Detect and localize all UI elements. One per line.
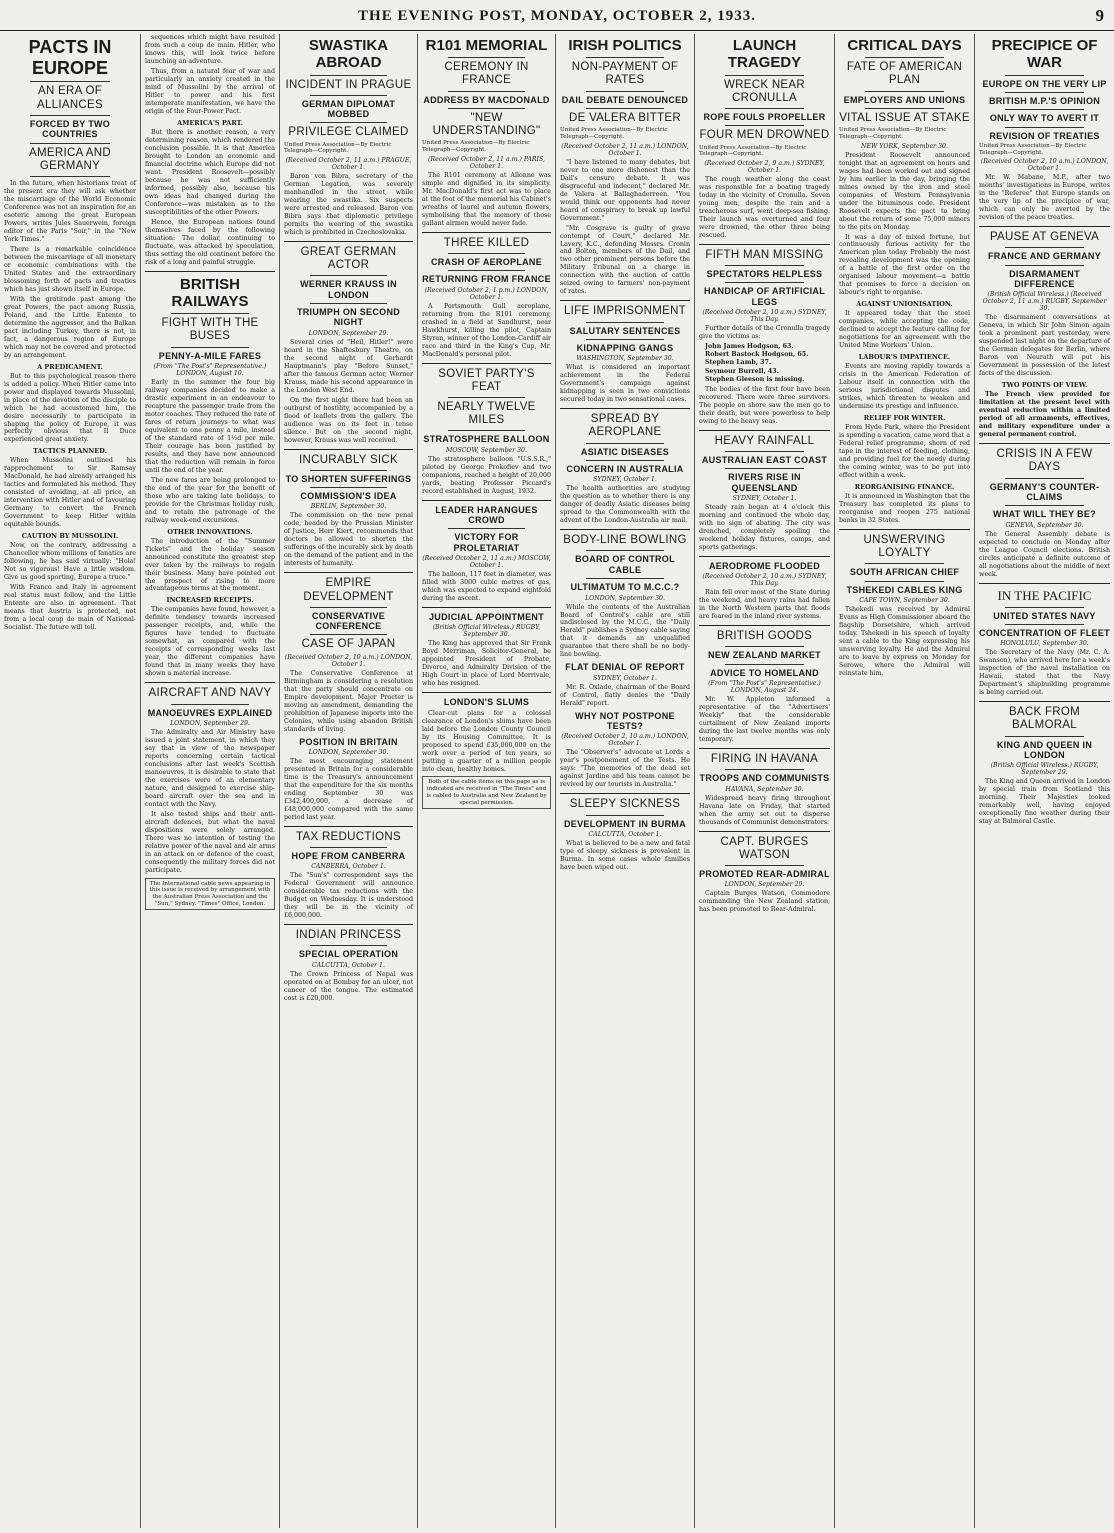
headline: CRITICAL DAYS [847, 37, 962, 54]
credit-line: United Press Association—By Electric Telegraph—Copyright. [699, 144, 807, 158]
dateline: (Received October 2, 11 a.m.) LONDON, October 1. [561, 142, 689, 157]
subheadline: ADDRESS BY MACDONALD [423, 94, 550, 105]
article-paragraph: The commission on the new penal code, headed by the Prussian Minister of Justice, Herr Kiert, recommends that doctors be allowed to shorten the sufferings of the incurably sick by death on the demand of the patient and in the interests of humanity. [284, 512, 413, 568]
dateline: (Received October 2, 9 a.m.) SYDNEY, October 1. [704, 159, 825, 174]
headline: SPREAD BY AEROPLANE [588, 413, 662, 439]
headline: LAUNCH TRAGEDY [727, 37, 802, 72]
credit-line: United Press Association—By Electric Telegraph—Copyright. [839, 127, 947, 140]
column-swastika-abroad [280, 34, 418, 1528]
subheadline: FLAT DENIAL OF REPORT [565, 662, 685, 673]
dateline: SYDNEY, October 1. [732, 495, 797, 503]
article-paragraph: It is announced in Washington that the Treasury has completed its plans to reorganise and reopen 275 national banks in 32 States. [839, 493, 970, 525]
subheadline: CONSERVATIVE CONFERENCE [311, 610, 386, 632]
subheadline: FOUR MEN DROWNED [699, 129, 830, 142]
column-precipice-of-war [975, 34, 1114, 1528]
dateline: (British Official Wireless.) (Received October 2, 11 a.m.) RUGBY, September 30. [982, 291, 1107, 313]
subheadline: LEADER HARANGUES CROWD [435, 504, 538, 526]
dateline: LONDON, September 29. [308, 329, 389, 337]
subheadline: AN ERA OF ALLIANCES [37, 85, 103, 111]
article-paragraph: The introduction of the "Summer Tickets" and the holiday season announced constitute the greatest step ever taken by the railways to regain their business. Many have pointed out the prospect of rising to more advantageous terms at the moment. [145, 537, 275, 593]
subheadline: HANDICAP OF ARTIFICIAL LEGS [703, 286, 826, 307]
subheadline: RETURNING FROM FRANCE [422, 274, 551, 285]
subheadline: TROOPS AND COMMUNISTS [699, 773, 830, 784]
subheadline: NON-PAYMENT OF RATES [571, 61, 679, 87]
column-critical-days [835, 34, 975, 1528]
article-paragraph: Thus, from a natural fear of war and particularly an anxiety created in the mind of Mussolini by the arrival of Hitler to power and his first intemperate manifestation, we have the origin of the Four-Power Pact. [145, 67, 275, 115]
article-paragraph: The companies have found, however, a definite tendency towards increased passenger receipts, and, while the figures have tended to fluctuate somewhat, as compared with the receipts of corresponding weeks last year, the different companies have found that in many weeks they have shown a material increase. [145, 606, 275, 678]
dateline: (Received October 2, 10 a.m.) LONDON, October 1. [561, 733, 689, 748]
dateline: MOSCOW, September 30. [446, 446, 527, 454]
article-paragraph: The King and Queen arrived in London by special train from Scotland this morning. Their Majesties looked remarkably well, having enjoyed exceptionally fine weather during their stay at Balmoral Castle. [979, 778, 1110, 826]
page-number: 9 [1095, 6, 1104, 25]
list-item: Robert Bastock Hodgson, 65. [705, 351, 809, 359]
headline: LIFE IMPRISONMENT [563, 305, 687, 318]
article-paragraph: "Mr. Cosgrave is guilty of grave contempt of Court," declared Mr. Lavery, K.C., defending Messrs. Cronin and Bolton, members of the Dail, and two other prominent persons before the Military Tribunal on a charge in connection with the auction of cattle seized owing to farmers' non-payment of rates. [560, 224, 690, 296]
headline: AIRCRAFT AND NAVY [148, 687, 272, 700]
headline: AERODROME FLOODED [708, 560, 821, 571]
headline: IN THE PACIFIC [997, 587, 1092, 603]
subheadline: CASE OF JAPAN [301, 638, 396, 651]
subheadline: VITAL ISSUE AT STAKE [839, 112, 970, 125]
subheadline: PROMOTED REAR-ADMIRAL [699, 868, 830, 879]
column-british-railways [141, 34, 280, 1528]
headline: PRECIPICE OF WAR [991, 37, 1098, 72]
article-paragraph: Steady rain began at 4 o'clock this morning and continued the whole day, with no sign of abating. The city was drenched, completely spoiling the weekend holiday fixtures, camps, and sports gatherings. [699, 504, 830, 551]
headline: GREAT GERMAN ACTOR [300, 245, 397, 272]
dateline: (Received October 2, 11 a.m.) PRAGUE, October 1. [285, 157, 412, 172]
dateline: LONDON, September 30. [585, 594, 665, 602]
subheadline: NEW ZEALAND MARKET [708, 650, 821, 661]
headline: FIFTH MAN MISSING [705, 248, 824, 261]
subheadline: DISARMAMENT DIFFERENCE [1009, 268, 1080, 290]
dateline: (Received October 2, 1 p.m.) LONDON, October 1. [424, 286, 549, 301]
section-subhead: CAUTION BY MUSSOLINI. [21, 532, 119, 541]
article-paragraph: The most encouraging statement presented in Britain for a considerable time is the Treasury's announcement that the expenditure for the six months ending September 30 was £342,400,000, a decrease of £48,000,000 compared with the same period last year. [284, 757, 413, 821]
headline: BRITISH RAILWAYS [171, 275, 249, 310]
subheadline: ROPE FOULS PROPELLER [703, 111, 826, 122]
article-paragraph: While the contents of the Australian Board of Control's cable are still undisclosed by the M.C.C., the "Daily Herald" publishes a Sydney cable saying that it demands an unqualified guarantee that there shall be no body-line bowling. [560, 603, 691, 659]
subheadline: VICTORY FOR PROLETARIAT [453, 532, 520, 553]
headline: BACK FROM BALMORAL [1008, 706, 1081, 732]
article-paragraph: The new fares are being prolonged to the end of the year for the benefit of those who are taking late holidays, to provide for the Christmas holiday rush, and to retain the patronage of the railway week-end excursions. [145, 476, 275, 524]
subheadline: CRASH OF AEROPLANE [430, 256, 543, 267]
section-subhead: A PREDICAMENT. [37, 362, 103, 371]
subheadline: WHY NOT POSTPONE TESTS? [575, 710, 675, 732]
article-paragraph: In the future, when historians treat of the present era they will ask whether the miscarriage of the World Economic Conference was not an inspiration for an esoteric among the great European Powers, writes Jules Sauerwein, foreign editor of the Paris "Soir," in the "New York Times." [4, 179, 136, 243]
subheadline: TRIUMPH ON SECOND NIGHT [296, 307, 401, 328]
headline: SLEEPY SICKNESS [569, 798, 681, 811]
dateline: WASHINGTON, September 30. [576, 355, 674, 363]
subheadline: WERNER KRAUSS IN LONDON [300, 279, 397, 300]
article-paragraph: With France and Italy in agreement real status must follow, and the Little Entente are also in agreement. That means that Austria is protected, not from a local coup de main of National-Socialist. The future will tell. [4, 584, 136, 632]
headline: FIRING IN HAVANA [710, 753, 819, 766]
dateline: (From "The Post's" Representative.) LONDON, August 24. [708, 680, 821, 695]
credit-line: United Press Association—By Electric Telegraph—Copyright. [560, 127, 668, 140]
article-paragraph: The balloon, 117 feet in diameter, was filled with 3000 cubic metres of gas, which was expected to expand eightfold during the ascent. [422, 571, 551, 603]
dateline: (Received October 2, 10 a.m.) LONDON, October 1. [284, 653, 413, 668]
headline: PAUSE AT GENEVA [989, 231, 1100, 244]
column-irish-politics [556, 34, 695, 1528]
headline: INCURABLY SICK [299, 453, 398, 466]
list-item: Stephen Gleeson is missing. [705, 375, 805, 383]
headline: JUDICIAL APPOINTMENT [428, 612, 544, 623]
subheadline: WRECK NEAR CRONULLA [724, 78, 805, 104]
subheadline: GERMAN DIPLOMAT MOBBED [301, 98, 396, 120]
subheadline: REVISION OF TREATIES [989, 130, 1100, 141]
column-pacts-in-europe [0, 34, 141, 1528]
subheadline: FATE OF AMERICAN PLAN [846, 61, 963, 87]
dateline: (Received October 2, 10 a.m.) SYDNEY, This Day. [702, 309, 827, 324]
article-paragraph: It was a day of mixed fortune, but continuously furious activity for the American plan today. Probably the most revealing development was the opening of a battle of the first order on the organised labour movement—a battle that promises to force a decision on labour's right to organise. [839, 233, 970, 297]
headline: BRITISH GOODS [716, 630, 813, 643]
subheadline: KIDNAPPING GANGS [576, 342, 674, 353]
dateline: (Received October 2, 10 a.m.) LONDON, October 1. [980, 158, 1109, 173]
subheadline: RIVERS RISE IN QUEENSLAND [728, 472, 801, 493]
subheadline: ONLY WAY TO AVERT IT [989, 113, 1100, 124]
article-paragraph: What is believed to be a new and fatal type of sleepy sickness is prevalent in Burma. In some cases whole families have been wiped out. [560, 839, 690, 871]
article-paragraph: The rough weather along the coast was responsible for a boating tragedy today in the vicinity of Cronulla. Seven young men, despite the rain and a treacherous surf, went deep-sea fishing. Their launch was overturned and four were drowned, the other three being rescued. [699, 175, 830, 239]
article-paragraph: Now, on the contrary, addressing a Chancellor whom millions of fanatics are following, he has said virtually: "Hola! Not so vigorous! Have a little wisdom. Give us good sporting, Europe a truce." [4, 542, 136, 582]
dateline: CANBERRA, October 1. [311, 863, 386, 871]
credit-line: United Press Association—By Electric Telegraph—Copyright. [979, 142, 1087, 156]
subheadline: KING AND QUEEN IN LONDON [996, 739, 1093, 760]
subheadline: PRIVILEGE CLAIMED [288, 126, 409, 139]
article-paragraph: The "Sun's" correspondent says the Federal Government will announce considerable tax reductions with the Budget on Wednesday. It is understood they will be in the vicinity of £6,000,000. [284, 872, 413, 920]
headline: BODY-LINE BOWLING [563, 534, 687, 547]
list-item: Stephen Lamb, 37. [705, 359, 772, 367]
article-paragraph: Further details of the Cronulla tragedy give the victims as: [699, 325, 830, 341]
subheadline: WHAT WILL THEY BE? [993, 509, 1096, 520]
dateline: (Received October 2, 11 a.m.) PARIS, October 1. [428, 155, 545, 170]
headline: THREE KILLED [443, 236, 530, 249]
credit-line: United Press Association—By Electric Telegraph—Copyright. [422, 140, 530, 154]
article-paragraph: Mr. W. Mabane, M.P., after two months' investigations in Europe, writes in the "Referee" that Europe stands on the very lip of the precipice of war, which can only be averted by the revision of the peace treaties. [979, 174, 1110, 222]
article-paragraph: Mr. R. Oxlade, chairman of the Board of Control, flatly denies the "Daily Herald" report. [560, 683, 690, 707]
headline: SOVIET PARTY'S FEAT [438, 367, 535, 393]
article-paragraph: Captain Burges Watson, Commodore commanding the New Zealand station, has been promoted to Rear-Admiral. [699, 890, 830, 914]
subheadline: FIGHT WITH THE BUSES [161, 317, 259, 343]
dateline: LONDON, September 29. [724, 881, 805, 889]
subheadline: AMERICA AND GERMANY [29, 146, 111, 172]
article-paragraph: It also tested ships and their anti-aircraft defences, but what the naval dispositions were solely arranged. There was no intention of testing the relative power of the naval and air arms in an attack on or defence of the coast, consequently the military forces did not participate. [145, 810, 275, 874]
article-paragraph: The King has approved that Sir Frank Boyd Merriman, Solicitor-General, be appointed President of Probate, Divorce, and Admiralty Division of the High Court in place of Lord Merrivale, who has resigned. [422, 640, 551, 688]
article-paragraph: The Crown Princess of Nepal was operated on at Bombay for an ulcer, not cancer of the tongue. The estimated cost is £20,000. [284, 970, 413, 1002]
headline: SWASTIKA ABROAD [308, 37, 389, 72]
list-item: John James Hodgson, 63. [705, 343, 794, 350]
headline: CAPT. BURGES WATSON [720, 835, 809, 861]
subheadline: UNITED STATES NAVY [993, 610, 1096, 621]
article-paragraph: Widespread heavy firing throughout Havana late on Friday, that started when the army set out to disperse thousands of Communist demonstrators. [699, 794, 830, 826]
article-paragraph: Events are moving rapidly towards a crisis in the American Federation of Labour itself in connection with the serious jurisdictional disputes and strikes, which threaten to weaken and undermine its prestige and influence. [839, 363, 970, 411]
column-launch-tragedy [695, 34, 835, 1528]
article-paragraph: sequences which might have resulted from such a coup de main. Hitler, who knows this, will look twice before launching an adventure. [145, 34, 275, 65]
article-paragraph: The Admiralty and Air Ministry have issued a joint statement, in which they say that in view of the newspaper reports concerning certain tactical conclusions after last week's Scottish manoeuvres, it is desirable to state that the exercises were of an elementary nature, and designed to exercise ship-board aircraft over the sea and in contact with the Navy. [145, 728, 275, 808]
subheadline: SOUTH AFRICAN CHIEF [849, 567, 960, 578]
article-paragraph: The bodies of the first four have been recovered. There were three survivors. The people on shore saw the men go to their death, but were powerless to help owing to the heavy seas. [699, 385, 830, 425]
article-paragraph: Tshekedi was received by Admiral Evans as High Commissioner aboard the flagship Dorsetshire, which arrived today. Tshekedi in his speech of loyalty sent a cable to the King expressing his unswerving loyalty. He and the Admiral are to leave by express on Monday for Serowe, where the Admiral will reinstate him. [839, 606, 970, 678]
subheadline: ASIATIC DISEASES [580, 446, 670, 457]
article-paragraph: It appeared today that the steel companies, while accepting the code, declined to accept the feature calling for negotiations for an agreement with the United Mine Workers' Union. [839, 310, 970, 350]
article-paragraph: Early in the summer the four big railway companies decided to make a drastic experiment in an endeavour to recapture the passenger trade from the motor coaches. They reduced the rate of fares of return journeys to what was equivalent to one penny a mile, instead of the standard rate of 1½d per mile. Their courage has been justified by results, and they have now announced that the reduction will remain in force until the end of the year. [145, 378, 275, 474]
dateline: SYDNEY, October 1. [593, 674, 657, 682]
subheadline: COMMISSION'S IDEA [300, 491, 397, 502]
subheadline: POSITION IN BRITAIN [299, 736, 398, 747]
dateline: LONDON, September 29. [170, 719, 250, 727]
subheadline: STRATOSPHERE BALLOON [423, 434, 550, 445]
article-paragraph: A Portsmouth Gull aeroplane, returning from the R101 ceremony, crashed in a field at Sandhurst, near Hawkhurst, killing the pilot, Captain Styran, winner of the London-Cardiff air race and third in the King's Cup, Mr. MacDonald's personal pilot. [422, 302, 551, 358]
dateline: (British Official Wireless.) RUGBY, September 30. [432, 624, 541, 639]
subheadline: ADVICE TO HOMELAND [710, 667, 819, 678]
subheadline: CONCENTRATION OF FLEET [979, 627, 1110, 638]
subheadline: FRANCE AND GERMANY [987, 251, 1102, 262]
section-subhead: RELIEF FOR WINTER. [863, 414, 946, 423]
subheadline: HOPE FROM CANBERRA [291, 850, 406, 861]
article-paragraph: There is a remarkable coincidence between the miscarriage of all monetary or economic combinations with the United States and the extraordinary blossoming forth of pacts and treaties which has just shown itself in Europe. [4, 245, 136, 293]
subheadline: SPECIAL OPERATION [298, 949, 399, 960]
subheadline: PENNY-A-MILE FARES [158, 350, 262, 361]
dateline: BERLIN, September 30. [310, 503, 387, 511]
headline: IRISH POLITICS [568, 37, 682, 54]
dateline: GENEVA, September 30. [1005, 521, 1084, 529]
headline: HEAVY RAINFALL [714, 434, 815, 447]
headline: PACTS IN EUROPE [28, 37, 112, 78]
article-paragraph: The French view provided for limitation at the present level with eventual reduction within a limited period of all armaments, effectives, and military expenditure under a general permanent control. [979, 391, 1110, 439]
headline: CRISIS IN A FEW DAYS [996, 448, 1093, 474]
headline: LONDON'S SLUMS [443, 697, 530, 708]
subheadline: MANOEUVRES EXPLAINED [147, 707, 273, 718]
cable-notice: The International cable news appearing in this issue is received by arrangement with the Australian Press Association and the "Sun," Sydney. "Times" Office, London. [145, 878, 275, 911]
section-subhead: INCREASED RECEIPTS. [166, 596, 254, 605]
credit-line: United Press Association—By Electric Telegraph—Copyright. [284, 141, 392, 155]
subheadline: TO SHORTEN SUFFERINGS [285, 473, 412, 484]
article-paragraph: Rain fell over most of the State during the weekend, and heavy rains had fallen in the North Western parts that floods are feared in the inland river systems. [699, 589, 830, 621]
article-paragraph: On the first night there had been an outburst of hostility, accompanied by a flood of leaflets from the gallery. The audience was on its feet in tense silence. But on the second night, however, Krauss was well received. [284, 396, 413, 444]
section-subhead: OTHER INNOVATIONS. [167, 527, 253, 536]
section-subhead: LABOUR'S IMPATIENCE. [858, 353, 951, 362]
subheadline: AUSTRALIAN EAST COAST [701, 455, 828, 465]
masthead-title: THE EVENING POST, MONDAY, OCTOBER 2, 1933. [358, 8, 756, 24]
article-paragraph: The General Assembly debate is expected to conclude on Monday after the League Council elections. British circles anticipate a definite outcome of all negotiations about the middle of next week. [979, 530, 1110, 578]
list-item: Seymour Burrell, 43. [705, 367, 779, 375]
subheadline: DE VALERA BITTER [569, 112, 681, 125]
section-subhead: REORGANISING FINANCE. [854, 483, 955, 492]
article-paragraph: But to this psychological reason there is added a policy. When Hitler came into power and displayed towards Mussolini, in place of the devotion of the disciple to which he had accustomed him, the desire necessarily to participate in shaping the policy of Europe, it was perfectly obvious that Il Duce experienced great anxiety. [4, 372, 136, 444]
article-paragraph: What is considered an important achievement in the Federal Government's campaign against kidnapping is seen in two convictions secured today in two sensational cases. [560, 364, 690, 404]
article-paragraph: The health authorities are studying the question as to whether there is any danger of deadly Asiatic diseases being spread to the Commonwealth with the advent of the London-Australia air mail. [560, 485, 690, 525]
subheadline: INCIDENT IN PRAGUE [285, 78, 412, 91]
section-subhead: AGAINST UNIONISATION. [856, 300, 953, 309]
subheadline: EUROPE ON THE VERY LIP [982, 78, 1107, 89]
dateline: CALCUTTA, October 1. [312, 961, 385, 969]
dateline: (British Official Wireless.) RUGBY, September 29. [990, 762, 1099, 777]
subheadline: ULTIMATUM TO M.C.C.? [570, 582, 680, 593]
dateline: NEW YORK, September 30. [861, 142, 948, 150]
article-paragraph: The disarmament conversations at Geneva, in which Sir John Simon again took a prominent part yesterday, were suspended last night on the departure of the German delegates for Berlin, where Baron von Neurath will put his Government in possession of the latest facts of the discussion. [979, 314, 1110, 378]
masthead [0, 0, 1114, 31]
dateline: CALCUTTA, October 1. [588, 830, 662, 838]
dateline: (From "The Post's" Representative.) LONDON, August 10. [153, 362, 267, 377]
subheadline: BOARD OF CONTROL CABLE [575, 554, 675, 575]
headline: UNSWERVING LOYALTY [863, 534, 946, 560]
article-paragraph: The R101 ceremony at Allonne was simple and dignified in its simplicity. Mr. MacDonald's first act was to place at the foot of the memorial his Cabinet's wreaths of laurel and autumn flowers, symbolising that the memory of those gallant airmen would never fade. [422, 171, 551, 227]
headline: R101 MEMORIAL [425, 37, 548, 54]
headline: TAX REDUCTIONS [296, 830, 401, 843]
section-subhead: TACTICS PLANNED. [33, 447, 107, 456]
subheadline: GERMANY'S COUNTER-CLAIMS [989, 481, 1100, 502]
subheadline: FORCED BY TWO COUNTRIES [29, 118, 111, 140]
subheadline: DAIL DEBATE DENOUNCED [561, 94, 689, 105]
subheadline: TSHEKEDI CABLES KING [846, 584, 963, 595]
subheadline: CONCERN IN AUSTRALIA [566, 464, 684, 474]
column-r101-memorial [418, 34, 556, 1528]
dateline: LONDON, September 30. [308, 748, 389, 756]
article-paragraph: Hence, the European nations found themselves faced by the following situation: The dollar, continuing to fluctuate, was attacked by speculation, thus setting the old continent before the risk of a long and painful struggle. [145, 218, 275, 266]
article-paragraph: From Hyde Park, where the President is spending a vacation, came word that a Federal relief programme, shorn of red tape in the interest of feeding, clothing, and providing fuel for the needy during the coming winter, was to be put into effect within a week. [839, 424, 970, 480]
dateline: CAPE TOWN, September 30. [859, 597, 950, 605]
subheadline: NEARLY TWELVE MILES [437, 401, 536, 427]
headline: EMPIRE DEVELOPMENT [303, 577, 394, 603]
subheadline: CEREMONY IN FRANCE [444, 61, 529, 87]
subheadline: SPECTATORS HELPLESS [706, 269, 823, 279]
article-paragraph: But there is another reason, a very determining reason, which rendered the conclusion possible. It is that America brought to London an economic and financial doctrine which Europe did not want. President Roosevelt—possibly because he was not sufficiently informed, possibly also, because his own ideas had changed during the Conference—was mistaken as to the susceptibilities of the other Powers. [145, 128, 275, 216]
article-paragraph: "I have listened to many debates, but never to one more dishonest than the Dail's censure debate. It was disgraceful and indecent," declared Mr. de Valera at Ballaghaderreen. "You would think our opponents had never heard of conspiracy to break up lawful Government." [560, 158, 690, 222]
subheadline: SALUTARY SENTENCES [569, 325, 681, 336]
victims-list [705, 343, 830, 384]
dateline: SYDNEY, October 1. [593, 476, 657, 484]
section-subhead: AMERICA'S PART. [177, 118, 243, 127]
article-paragraph: The "Observer's" advocate at Lords a year's postponement of the Tests. He says: "The memories of the dead set against Jardine and his team cannot be revived by our tourists in Australia." [560, 749, 690, 789]
article-paragraph: Mr. W. Appleton informed a representative of the "Advertisers' Weekly" that the considerable curtailment of New Zealand imports during the last twelve months was only temporary. [699, 696, 830, 744]
dateline: HONOLULU, September 30. [1000, 640, 1089, 648]
article-paragraph: When Mussolini outlined his rapprochement to Sir Ramsay MacDonald, he had already arranged his tactics and formulated his method. They consisted of avoiding, at all price, an intervention with Hitler and of favouring Germany to convert the French Government to keep Hitler within equitable bounds. [4, 457, 136, 529]
cable-notice: Both of the cable items on this page as is indicated are received in "The Times" and is cabled to Australia and New Zealand by special permission. [422, 776, 551, 809]
subheadline: "NEW UNDERSTANDING" [432, 112, 541, 138]
article-paragraph: Clear-cut plans for a colossal clearance of London's slums have been laid before the London County Council by its Housing Committee. It is proposed to spend £35,000,000 on the work over a period of ten years, so putting a quarter of a million people into clean, healthy homes. [422, 709, 551, 773]
subheadline: BRITISH M.P.'S OPINION [988, 95, 1101, 106]
subheadline: DEVELOPMENT IN BURMA [563, 818, 686, 829]
article-paragraph: The Secretary of the Navy (Mr. C. A. Swanson), who arrived here for a week's inspection of the naval installation on Hawaii, stated that the Navy Department's shipbuilding programme is being carried out. [979, 649, 1110, 697]
article-paragraph: Several cries of "Heil, Hitler!" were heard in the Shaftesbury Theatre, on the second night of Gerhardt Hauptmann's play "Before Sunset," after the famous German actor, Werner Krauss, made his second appearance in the London West End. [284, 338, 413, 394]
article-paragraph: The Conservative Conference at Birmingham is considering a resolution that the party should concentrate on Empire development. Major Procter is moving an amendment, demanding the prohibition of Japanese imports into the Colonies, while using abandon British standards of living. [284, 669, 413, 733]
article-paragraph: The stratosphere balloon "U.S.S.R.," piloted by George Prokofiev and two companions, reached a height of 20,000 yards, beating Professor Piccard's record established in August, 1932. [422, 455, 551, 495]
dateline: (Received October 2, 10 a.m.) SYDNEY, This Day. [702, 573, 827, 588]
article-paragraph: Baron von Bibra, secretary of the German Legation, was severely manhandled in the street, while wearing the swastika. Six suspects were arrested and released. Baron von Bibra says that diplomatic privilege permits the wearing of the swastika which is prohibited in Czechoslovakia. [284, 173, 413, 236]
dateline: (Received October 2, 11 a.m.) MOSCOW, October 1. [422, 555, 551, 570]
article-paragraph: President Roosevelt announced tonight that an agreement on hours and wages had been worked out and signed by him earlier in the day, bringing the mines owned by the iron and steel companies of Western Pennsylvania under the bituminous code. President Roosevelt expects the pact to bring about the return of some 75,000 miners to the pits on Monday. [839, 151, 970, 231]
article-paragraph: With the gratitude past among the great Powers, the pact among Russia, Poland, and the Little Entente to determine the aggressor, and the Balkan pact including Turkey, there is not, in fact, a dangerous region of Europe which may not be covered and protected by an arrangement. [4, 295, 136, 359]
subheadline: EMPLOYERS AND UNIONS [843, 94, 966, 105]
dateline: HAVANA, September 30. [725, 785, 804, 793]
headline: INDIAN PRINCESS [295, 929, 402, 942]
section-subhead: TWO POINTS OF VIEW. [1001, 381, 1088, 390]
